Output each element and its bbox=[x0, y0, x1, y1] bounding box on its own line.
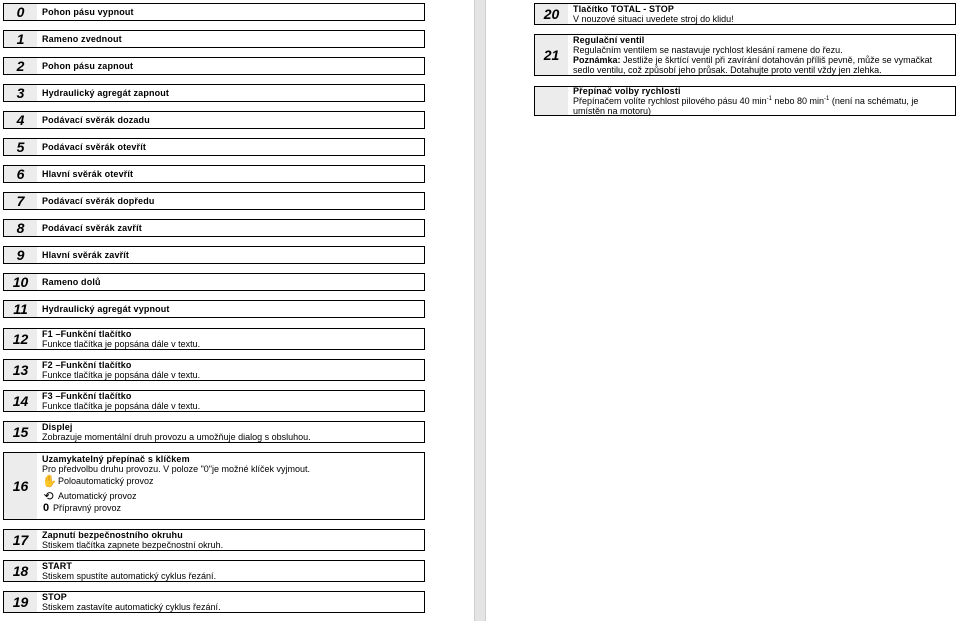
item-number: 0 bbox=[4, 4, 37, 20]
item-title: Uzamykatelný přepínač s klíčkem bbox=[42, 454, 190, 464]
item-description bbox=[573, 96, 951, 115]
item-description: Stiskem zastavíte automatický cyklus řezání. bbox=[42, 602, 221, 612]
item-description: Funkce tlačítka je popsána dále v textu. bbox=[42, 339, 201, 349]
legend-item-12 bbox=[3, 328, 425, 350]
item-title: Přepínač volby rychlosti bbox=[573, 87, 681, 96]
item-number: 19 bbox=[4, 592, 37, 612]
mode-label: Poloautomatický provoz bbox=[58, 476, 154, 486]
item-title: Displej bbox=[42, 422, 73, 432]
mode-label: Automatický provoz bbox=[58, 491, 137, 501]
item-title: F2 –Funkční tlačítko bbox=[42, 360, 132, 370]
item-description: Zobrazuje momentální druh provozu a umožňuje dialog s obsluhou. bbox=[42, 432, 311, 442]
item-number: 16 bbox=[4, 453, 37, 519]
item-number: 4 bbox=[4, 112, 37, 128]
item-title: Zapnutí bezpečnostního okruhu bbox=[42, 530, 183, 540]
legend-item-20 bbox=[534, 3, 956, 25]
speed-desc-c: (není na schématu, je umístěn na motoru) bbox=[573, 96, 919, 115]
item-number: 17 bbox=[4, 530, 37, 550]
mode-row-auto bbox=[42, 490, 420, 502]
legend-item-11 bbox=[3, 300, 425, 318]
item-number: 13 bbox=[4, 360, 37, 380]
zero-icon: 0 bbox=[42, 502, 50, 514]
legend-item-9 bbox=[3, 246, 425, 264]
legend-item-18 bbox=[3, 560, 425, 582]
legend-item-7 bbox=[3, 192, 425, 210]
legend-item-speed-switch bbox=[534, 86, 956, 116]
item-description: Stiskem spustíte automatický cyklus řezání. bbox=[42, 571, 217, 581]
legend-item-13 bbox=[3, 359, 425, 381]
item-title: Rameno dolů bbox=[42, 277, 101, 287]
page-gutter bbox=[474, 0, 486, 621]
legend-item-16 bbox=[3, 452, 425, 520]
speed-unit-sup: -1 bbox=[824, 96, 830, 102]
item-title: Hydraulický agregát vypnout bbox=[42, 304, 170, 314]
item-title: Hlavní svěrák otevřít bbox=[42, 169, 134, 179]
item-description: Regulačním ventilem se nastavuje rychlost klesání ramene do řezu. bbox=[573, 45, 843, 55]
mode-row-semiauto bbox=[42, 475, 420, 487]
legend-item-15 bbox=[3, 421, 425, 443]
item-description: Stiskem tlačítka zapnete bezpečnostní okruh. bbox=[42, 540, 224, 550]
item-number bbox=[535, 87, 568, 115]
item-number: 5 bbox=[4, 139, 37, 155]
mode-label: Přípravný provoz bbox=[53, 503, 122, 513]
legend-item-17 bbox=[3, 529, 425, 551]
item-title: START bbox=[42, 561, 73, 571]
item-title: Rameno zvednout bbox=[42, 34, 122, 44]
item-number: 7 bbox=[4, 193, 37, 209]
item-note bbox=[573, 55, 951, 75]
legend-item-10 bbox=[3, 273, 425, 291]
item-number: 10 bbox=[4, 274, 37, 290]
item-title: Pohon pásu zapnout bbox=[42, 61, 134, 71]
legend-item-5 bbox=[3, 138, 425, 156]
item-title: F1 –Funkční tlačítko bbox=[42, 329, 132, 339]
speed-desc-b: nebo 80 min bbox=[771, 96, 824, 106]
note-text: Jestliže je škrtící ventil při zavírání dotahován příliš pevně, může se vymačkat sedlo ventilu, což způsobí jeho průsak. Dotahujte proto ventil vždy jen zlehka. bbox=[573, 55, 933, 75]
item-number: 21 bbox=[535, 35, 568, 75]
legend-item-8 bbox=[3, 219, 425, 237]
item-number: 2 bbox=[4, 58, 37, 74]
legend-item-2 bbox=[3, 57, 425, 75]
item-description: Funkce tlačítka je popsána dále v textu. bbox=[42, 401, 201, 411]
item-title: Podávací svěrák dozadu bbox=[42, 115, 150, 125]
item-number: 11 bbox=[4, 301, 37, 317]
item-number: 20 bbox=[535, 4, 568, 24]
note-label: Poznámka: bbox=[573, 55, 621, 65]
hand-icon: ✋ bbox=[42, 474, 57, 488]
item-title: STOP bbox=[42, 592, 67, 602]
item-title: Hydraulický agregát zapnout bbox=[42, 88, 170, 98]
item-title: Hlavní svěrák zavřít bbox=[42, 250, 130, 260]
legend-item-0 bbox=[3, 3, 425, 21]
legend-item-14 bbox=[3, 390, 425, 412]
legend-item-19 bbox=[3, 591, 425, 613]
item-title: Podávací svěrák zavřít bbox=[42, 223, 142, 233]
legend-item-4 bbox=[3, 111, 425, 129]
item-description: Funkce tlačítka je popsána dále v textu. bbox=[42, 370, 201, 380]
item-number: 15 bbox=[4, 422, 37, 442]
item-number: 18 bbox=[4, 561, 37, 581]
legend-item-6 bbox=[3, 165, 425, 183]
item-title: Podávací svěrák otevřít bbox=[42, 142, 147, 152]
item-number: 3 bbox=[4, 85, 37, 101]
legend-item-21 bbox=[534, 34, 956, 76]
legend-item-1 bbox=[3, 30, 425, 48]
speed-desc-a: Přepínačem volíte rychlost pilového pásu 40 min bbox=[573, 96, 767, 106]
speed-unit-sup: -1 bbox=[766, 96, 772, 102]
item-number: 14 bbox=[4, 391, 37, 411]
cycle-icon: ⟲ bbox=[43, 489, 54, 503]
item-title: Podávací svěrák dopředu bbox=[42, 196, 155, 206]
item-title: Pohon pásu vypnout bbox=[42, 7, 134, 17]
item-description: V nouzové situaci uvedete stroj do klidu! bbox=[573, 14, 734, 24]
item-title: Regulační ventil bbox=[573, 35, 645, 45]
item-number: 8 bbox=[4, 220, 37, 236]
legend-item-3 bbox=[3, 84, 425, 102]
item-title: F3 –Funkční tlačítko bbox=[42, 391, 132, 401]
item-description: Pro předvolbu druhu provozu. V poloze "0"je možné klíček vyjmout. bbox=[42, 464, 311, 474]
item-number: 9 bbox=[4, 247, 37, 263]
item-number: 6 bbox=[4, 166, 37, 182]
item-title: Tlačítko TOTAL - STOP bbox=[573, 4, 674, 14]
item-number: 12 bbox=[4, 329, 37, 349]
mode-row-prep bbox=[42, 502, 420, 514]
item-number: 1 bbox=[4, 31, 37, 47]
